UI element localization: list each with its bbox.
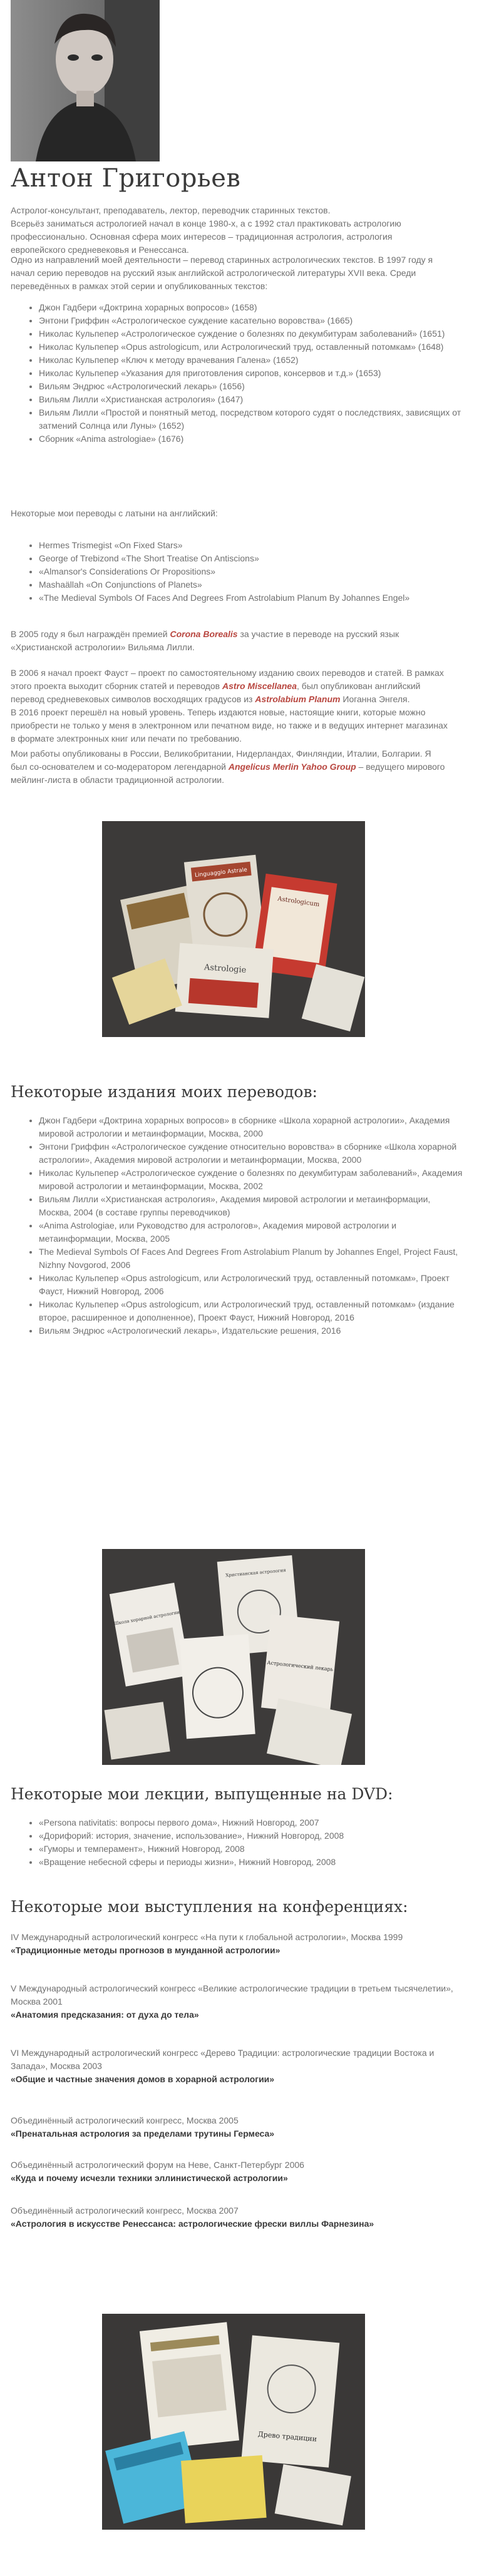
conference-name: Объединённый астрологический конгресс, Москва 2005: [11, 2115, 239, 2125]
conferences-heading: Некоторые мои выступления на конференциях:: [11, 1898, 408, 1916]
book-title: Древо традиции: [257, 2430, 317, 2443]
conference-name: Объединённый астрологический конгресс, Москва 2007: [11, 2205, 239, 2216]
conference-item: [11, 1982, 461, 2021]
list-item: • «The Medieval Symbols Of Faces And Degrees From Astrolabium Planum By Johannes Engel»: [39, 591, 465, 605]
conference-name: IV Международный астрологический конгресс «На пути к глобальной астрологии», Москва 1999: [11, 1932, 403, 1942]
faust-paragraph: [11, 667, 449, 745]
talk-title: «Анатомия предсказания: от духа до тела»: [11, 2010, 199, 2020]
published-text-end: – ведущего мирового мейлинг-листа в области традиционной астрологии.: [11, 762, 445, 785]
book-title: Linguaggio Astrale: [194, 867, 248, 879]
list-item: • «Гуморы и темперамент», Нижний Новгород, 2008: [39, 1843, 465, 1856]
list-item: • Энтони Гриффин «Астрологическое суждение относительно воровства» в сборнике «Школа хорарной астрологии», Академия мировой астрологии и метаинформации, Москва, 2000: [39, 1140, 465, 1167]
talk-title: «Традиционные методы прогнозов в мунданной астрологии»: [11, 1945, 280, 1955]
list-item: • Николас Кульпепер «Opus astrologicum, или Астрологический труд, оставленный потомкам» (1648): [39, 340, 465, 354]
dvd-list: [23, 1816, 465, 1869]
faust-text-3: Иоганна Энгеля.: [342, 694, 410, 704]
intro-line: Астролог-консультант, преподаватель, лектор, переводчик старинных текстов.: [11, 205, 331, 215]
talk-title: «Куда и почему исчезли техники эллинистической астрологии»: [11, 2173, 288, 2183]
list-item: • «Anima Astrologiae, или Руководство для астрологов», Академия мировой астрологии и метаинформации, Москва, 2005: [39, 1219, 465, 1245]
list-item: • Николас Кульпепер «Астрологическое суждение о болезнях по декумбитурам заболеваний» (1651): [39, 327, 465, 340]
intro-paragraph: [11, 204, 449, 257]
book-title: Astrologicum: [277, 895, 321, 909]
list-item: • Вильям Эндрюс «Астрологический лекарь» (1656): [39, 380, 465, 393]
talk-title: «Общие и частные значения домов в хорарной астрологии»: [11, 2074, 275, 2084]
conference-item: [11, 2114, 461, 2140]
faust-text-4: В 2016 проект перешёл на новый уровень. Теперь издаются новые, настоящие книги, которые можно приобрести не только у меня в электронном или печатном виде, но также и в ведущих интернет магазинах в формате электронных книг или печати по требованию.: [11, 707, 448, 744]
conference-item: [11, 2159, 461, 2185]
editions-heading: Некоторые издания моих переводов:: [11, 1083, 317, 1101]
list-item: • Mashaällah «On Conjunctions of Planets»: [39, 578, 465, 591]
book-title: Астрологический лекарь: [267, 1660, 334, 1673]
list-item: • Николас Кульпепер «Указания для приготовления сиропов, консервов и т.д.» (1653): [39, 367, 465, 380]
talk-title: «Астрология в искусстве Ренессанса: астрологические фрески виллы Фарнезина»: [11, 2219, 374, 2229]
astrolabium-planum: Astrolabium Planum: [255, 694, 341, 704]
group-name: Angelicus Merlin Yahoo Group: [228, 762, 356, 772]
list-item: • Вильям Лилли «Простой и понятный метод, посредством которого судят о последствиях, зависящих от затмений Солнца или Луны» (1652): [39, 406, 465, 432]
conference-item: [11, 2047, 461, 2086]
translations-list: [23, 301, 465, 446]
conference-item: [11, 2204, 461, 2231]
list-item: • «Persona nativitatis: вопросы первого дома», Нижний Новгород, 2007: [39, 1816, 465, 1829]
list-item: • Джон Гадбери «Доктрина хорарных вопросов» (1658): [39, 301, 465, 314]
book-title: Школа хорарной астрологии: [113, 1610, 180, 1627]
faust-text-2: , был опубликован английский перевод средневековых символов восходящих градусов из: [11, 681, 421, 704]
conference-name: V Международный астрологический конгресс «Великие астрологические традиции в третьем тысячелетии», Москва 2001: [11, 1983, 453, 2006]
latin-intro: Некоторые мои переводы с латыни на английский:: [11, 508, 218, 518]
list-item: • «Вращение небесной сферы и периоды жизни», Нижний Новгород, 2008: [39, 1856, 465, 1869]
published-text: Мои работы опубликованы в России, Великобритании, Нидерландах, Финляндии, Италии, Болгарии. Я был со-основателем и со-модератором легендарной: [11, 749, 431, 772]
intro-text: Всерьёз заниматься астрологией начал в конце 1980-х, а с 1992 стал практиковать астрологию профессионально. Основная сфера моих интересов – традиционная астрология, астрология европейского средневековья и Ренессанса.: [11, 218, 401, 255]
dvd-heading: Некоторые мои лекции, выпущенные на DVD:: [11, 1785, 393, 1803]
faust-text: В 2006 я начал проект Фауст – проект по самостоятельному изданию своих переводов и статей. В рамках этого проекта выходит сборник статей и переводов: [11, 668, 444, 691]
list-item: • The Medieval Symbols Of Faces And Degrees From Astrolabium Planum by Johannes Engel, Project Faust, Nizhny Novgorod, 2006: [39, 1245, 465, 1272]
list-item: • George of Trebizond «The Short Treatise On Antiscions»: [39, 552, 465, 565]
latin-translations-list: [23, 539, 465, 605]
award-text: В 2005 году я был награждён премией: [11, 629, 168, 639]
author-portrait: [11, 0, 160, 161]
award-name: Corona Borealis: [170, 629, 238, 639]
talk-title: «Пренатальная астрология за пределами трутины Гермеса»: [11, 2129, 275, 2139]
editions-list: [23, 1114, 465, 1337]
translations-intro: Одно из направлений моей деятельности – перевод старинных астрологических текстов. В 1997 году я начал серию переводов на русский язык английской астрологической литературы XVII века. Среди переведённых в рамках этой серии и опубликованных текстов:: [11, 255, 433, 291]
books-photo-2: [102, 1549, 365, 1765]
list-item: • Вильям Лилли «Христианская астрология», Академия мировой астрологии и метаинформации, Москва, 2004 (в составе группы переводчиков): [39, 1193, 465, 1219]
books-photo-1: [102, 821, 365, 1037]
list-item: • Hermes Trismegist «On Fixed Stars»: [39, 539, 465, 552]
page-title: Антон Григорьев: [11, 164, 241, 193]
list-item: • «Дорифорий: история, значение, использование», Нижний Новгород, 2008: [39, 1829, 465, 1843]
award-paragraph: [11, 628, 449, 654]
astro-miscellanea: Astro Miscellanea: [222, 681, 297, 691]
book-title: Христианская астрология: [225, 1568, 286, 1578]
list-item: • «Almansor's Considerations Or Propositions»: [39, 565, 465, 578]
conference-name: VI Международный астрологический конгресс «Дерево Традиции: астрологические традиции Востока и Запада», Москва 2003: [11, 2048, 435, 2071]
list-item: • Вильям Эндрюс «Астрологический лекарь», Издательские решения, 2016: [39, 1324, 465, 1337]
list-item: • Николас Кульпепер «Астрологическое суждение о болезнях по декумбитурам заболеваний», Академия мировой астрологии и метаинформации, Москва, 2002: [39, 1167, 465, 1193]
list-item: • Николас Кульпепер «Opus astrologicum, или Астрологический труд, оставленный потомкам» (издание второе, расширенное и дополненное), Проект Фауст, Нижний Новгород, 2016: [39, 1298, 465, 1324]
conference-item: [11, 1931, 461, 1957]
conference-name: Объединённый астрологический форум на Неве, Санкт-Петербург 2006: [11, 2160, 304, 2170]
book-title: Astrologie: [203, 963, 247, 976]
list-item: • Николас Кульпепер «Ключ к методу врачевания Галена» (1652): [39, 354, 465, 367]
list-item: • Энтони Гриффин «Астрологическое суждение касательно воровства» (1665): [39, 314, 465, 327]
list-item: • Николас Кульпепер «Opus astrologicum, или Астрологический труд, оставленный потомкам», Проект Фауст, Нижний Новгород, 2006: [39, 1272, 465, 1298]
award-text-end: за участие в переводе на русский язык «Христианской астрологии» Вильяма Лилли.: [11, 629, 399, 652]
list-item: • Джон Гадбери «Доктрина хорарных вопросов» в сборнике «Школа хорарной астрологии», Академия мировой астрологии и метаинформации, Москва, 2000: [39, 1114, 465, 1140]
list-item: • Сборник «Anima astrologiae» (1676): [39, 432, 465, 446]
conference-photo: [102, 2314, 365, 2530]
published-paragraph: [11, 747, 449, 787]
list-item: • Вильям Лилли «Христианская астрология» (1647): [39, 393, 465, 406]
